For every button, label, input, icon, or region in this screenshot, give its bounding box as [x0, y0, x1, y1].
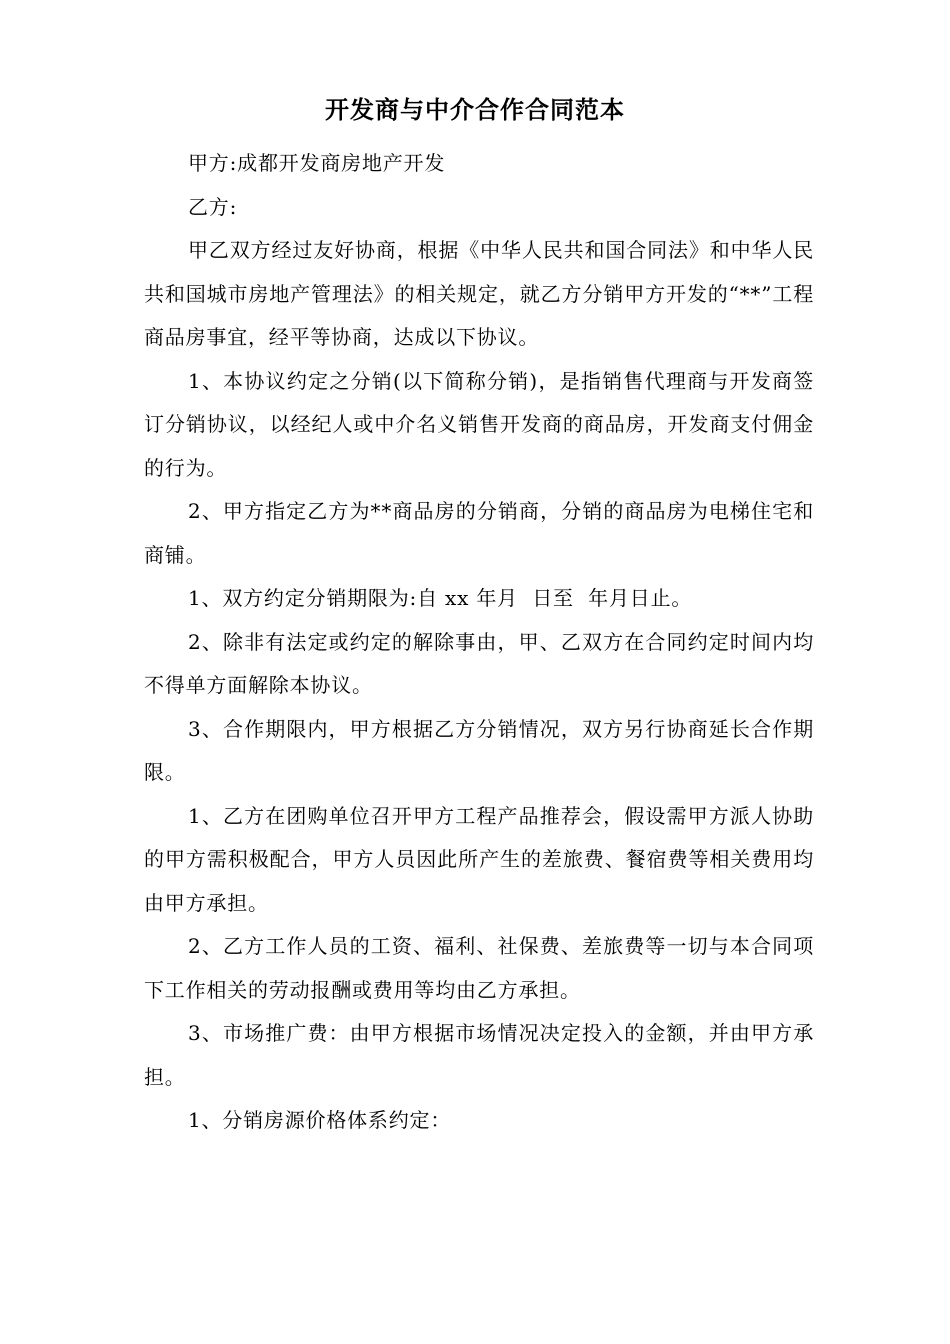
clause-paragraph: 2、甲方指定乙方为**商品房的分销商，分销的商品房为电梯住宅和商铺。: [144, 499, 814, 567]
document-title: 开发商与中介合作合同范本: [325, 95, 625, 124]
clause-paragraph: 1、双方约定分销期限为:自 xx 年月 日至 年月日止。: [188, 586, 693, 610]
party-a-line: 甲方:成都开发商房地产开发: [188, 151, 446, 175]
preamble-paragraph: 甲乙双方经过友好协商，根据《中华人民共和国合同法》和中华人民共和国城市房地产管理法》的相关规定，就乙方分销甲方开发的“**”工程商品房事宜，经平等协商，达成以下协议。: [144, 238, 814, 349]
clause-paragraph: 2、除非有法定或约定的解除事由，甲、乙双方在合同约定时间内均不得单方面解除本协议。: [144, 629, 814, 697]
clause-paragraph: 3、市场推广费：由甲方根据市场情况决定投入的金额，并由甲方承担。: [144, 1021, 814, 1089]
clause-paragraph: 1、分销房源价格体系约定：: [188, 1108, 452, 1132]
clause-paragraph: 2、乙方工作人员的工资、福利、社保费、差旅费等一切与本合同项下工作相关的劳动报酬或费用等均由乙方承担。: [144, 934, 814, 1002]
clause-paragraph: 1、本协议约定之分销(以下简称分销)，是指销售代理商与开发商签订分销协议，以经纪人或中介名义销售开发商的商品房，开发商支付佣金的行为。: [144, 368, 814, 480]
clause-paragraph: 3、合作期限内，甲方根据乙方分销情况，双方另行协商延长合作期限。: [144, 716, 814, 784]
document-body: [144, 142, 814, 1143]
party-b-line: 乙方:: [188, 194, 238, 219]
clause-paragraph: 1、乙方在团购单位召开甲方工程产品推荐会，假设需甲方派人协助的甲方需积极配合，甲方人员因此所产生的差旅费、餐宿费等相关费用均由甲方承担。: [144, 803, 814, 915]
